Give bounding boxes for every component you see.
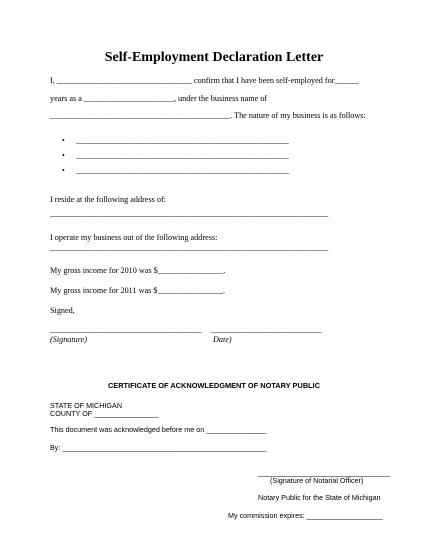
business-address-label: I operate my business out of the following address: xyxy=(50,233,218,242)
notary-public-state: Notary Public for the State of Michigan xyxy=(258,493,381,502)
income-2010-line: My gross income for 2010 was $________________. xyxy=(50,266,226,275)
notary-by-line: By: ___________________________________________________ xyxy=(50,443,267,452)
signed-label: Signed, xyxy=(50,306,75,315)
signature-caption: (Signature) xyxy=(50,335,87,344)
income-2011-line: My gross income for 2011 was $________________. xyxy=(50,286,226,295)
notary-heading: CERTIFICATE OF ACKNOWLEDGMENT OF NOTARY PUBLIC xyxy=(107,381,321,390)
notary-acknowledged-line: This document was acknowledged before me on _______________ xyxy=(50,425,267,434)
notary-state: STATE OF MICHIGAN xyxy=(50,401,123,410)
bullet-icon: • xyxy=(62,166,65,175)
notary-county: COUNTY OF ________________ xyxy=(50,409,159,418)
bullet-icon: • xyxy=(62,151,65,160)
notary-signature-caption: (Signature of Notarial Officer) xyxy=(270,476,364,485)
date-caption: Date) xyxy=(213,335,232,344)
bullet-line: ____________________________________________________ xyxy=(76,136,289,145)
declaration-line-3: ____________________________________________. The nature of my business is as follows: xyxy=(50,111,366,120)
business-address-field: ____________________________________________________________________ xyxy=(50,243,329,252)
notary-signature-line: _________________________________ xyxy=(258,468,390,477)
declaration-line-2: years as a ______________________, under the business name of xyxy=(50,94,268,103)
notary-commission-line: My commission expires: ___________________ xyxy=(228,511,383,520)
address-label: I reside at the following address of: xyxy=(50,195,166,204)
declaration-line-1: I, _________________________________ confirm that I have been self-employed for______ xyxy=(50,76,360,85)
bullet-line: ____________________________________________________ xyxy=(76,151,289,160)
address-field: ____________________________________________________________________ xyxy=(50,209,329,218)
bullet-icon: • xyxy=(62,136,65,145)
bullet-line: ____________________________________________________ xyxy=(76,166,289,175)
document-title: Self-Employment Declaration Letter xyxy=(104,50,324,65)
signature-line: _____________________________________ xyxy=(50,325,202,334)
date-line: ___________________________ xyxy=(211,325,322,334)
